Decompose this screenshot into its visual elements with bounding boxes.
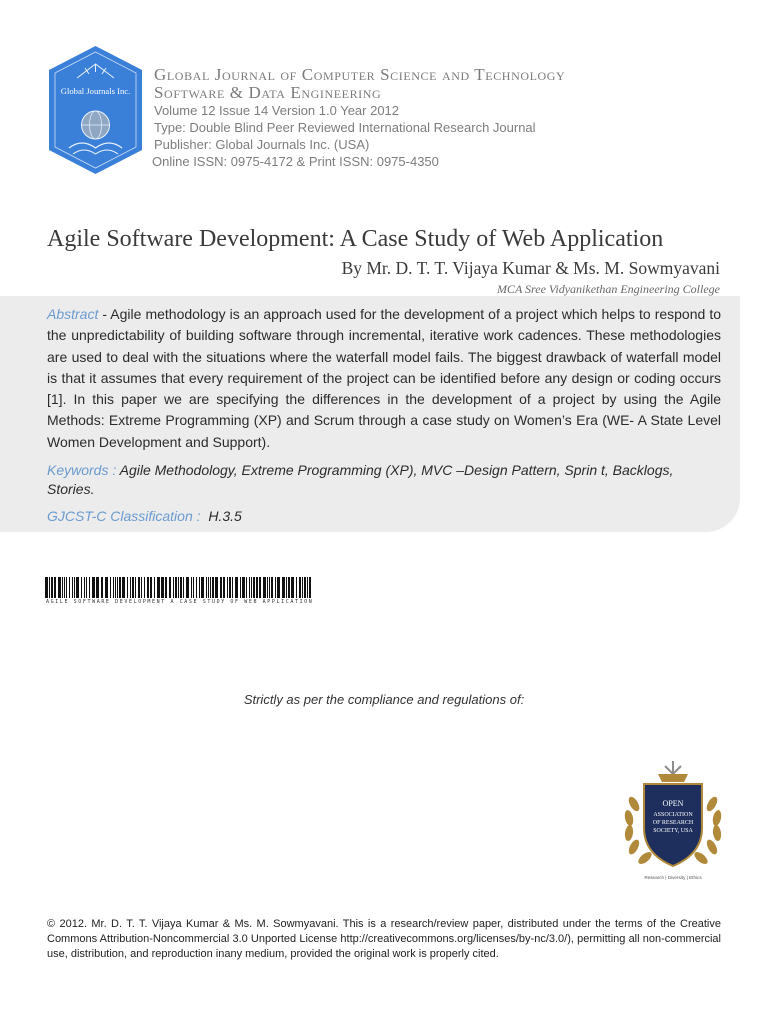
journal-type: Type: Double Blind Peer Reviewed International Research Journal [154,120,536,135]
classification-label: GJCST-C Classification : [47,508,201,524]
keywords-list: Agile Methodology, Extreme Programming (XP), MVC –Design Pattern, Sprin t, Backlogs, Stories. [47,462,674,497]
journal-header [154,66,754,170]
license-text: © 2012. Mr. D. T. T. Vijaya Kumar & Ms. M. Sowmyavani. This is a research/review paper, distributed under the terms of the Creative Commons Attribution-Noncommercial 3.0 Unported License http://creativecommons.org/licenses/by-nc/3.0/), permitting all non-commercial use, distribution, and reproduction inany medium, provided the original work is properly cited. [47,918,721,960]
affiliation: MCA Sree Vidyanikethan Engineering College [496,282,720,296]
journal-subtitle: Software & Data Engineering [154,83,382,102]
seal-line-2: ASSOCIATION [653,812,693,818]
seal-line-4: SOCIETY, USA [653,828,693,834]
abstract-label: Abstract [47,306,99,322]
research-society-seal [618,758,728,886]
classification [47,508,242,524]
journal-title: Global Journal of Computer Science and Technology [154,65,566,84]
seal-banner: Research | Diversity | Ethics [644,875,702,880]
seal-line-1: OPEN [662,799,684,808]
compliance-note: Strictly as per the compliance and regulations of: [243,692,525,707]
classification-code: H.3.5 [208,508,242,524]
logo-text: Global Journals Inc. [60,86,131,96]
abstract [47,304,721,453]
paper-title: Agile Software Development: A Case Study of Web Application [47,226,664,252]
seal-line-3: OF RESEARCH [652,820,694,826]
keywords [47,461,721,499]
logo-badge-icon [47,44,144,176]
barcode-caption: AGILE SOFTWARE DEVELOPMENT A CASE STUDY OF WEB APPLICATION [46,599,314,605]
publisher: Publisher: Global Journals Inc. (USA) [154,137,370,152]
keywords-label: Keywords : [47,462,117,478]
shield-seal-icon [618,758,728,886]
authors: By Mr. D. T. T. Vijaya Kumar & Ms. M. Sowmyavani [341,258,720,278]
global-journals-logo [47,44,144,176]
abstract-body: - Agile methodology is an approach used for the development of a project which helps to respond to the unpredictability of building software through incremental, iterative work cadences. These methodologies are used to deal with the situations where the waterfall model fails. The biggest drawback of waterfall model is that it assumes that every requirement of the project can be identified before any design or coding occurs [1]. In this paper we are specifying the differences in the development of a project by using the Agile Methods: Extreme Programming (XP) and Scrum through a case study on Women’s Era (WE- A State Level Women Development and Support). [47,306,721,450]
volume-info: Volume 12 Issue 14 Version 1.0 Year 2012 [154,103,400,118]
issn: Online ISSN: 0975-4172 & Print ISSN: 0975-4350 [152,154,439,169]
